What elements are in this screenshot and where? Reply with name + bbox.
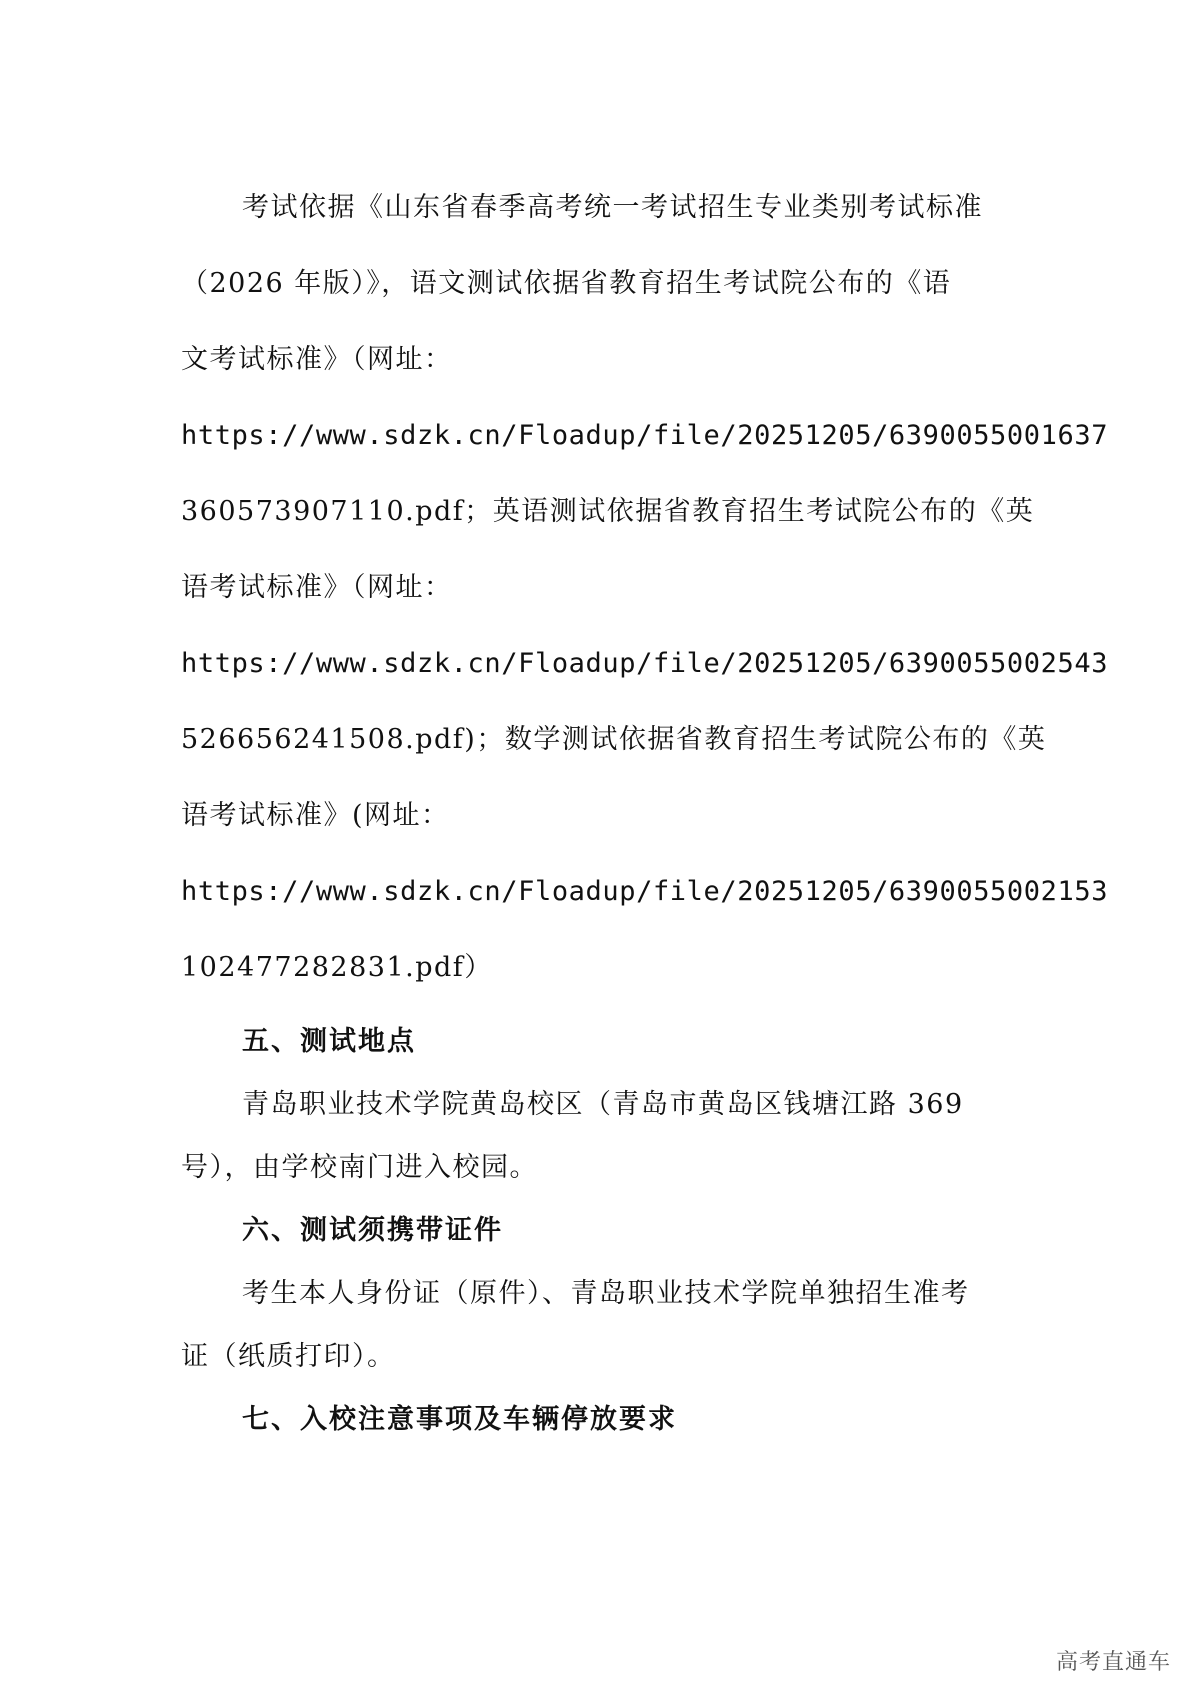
test-location-line-2: 号），由学校南门进入校园。 — [181, 1152, 538, 1183]
math-standard-url-part-1: https://www.sdzk.cn/Floadup/file/20251205/6390055002153 — [181, 876, 1109, 907]
watermark-label: 高考直通车 — [1055, 1650, 1171, 1675]
section-heading-campus-entry-notes: 七、入校注意事项及车辆停放要求 — [242, 1404, 677, 1435]
exam-basis-line-8: 526656241508.pdf)；数学测试依据省教育招生考试院公布的《英 — [181, 724, 1047, 755]
test-location-line-1: 青岛职业技术学院黄岛校区（青岛市黄岛区钱塘江路 369 — [242, 1089, 964, 1120]
section-heading-required-documents: 六、测试须携带证件 — [242, 1215, 503, 1246]
exam-basis-line-5: 360573907110.pdf；英语测试依据省教育招生考试院公布的《英 — [181, 496, 1035, 527]
exam-basis-line-6: 语考试标准》（网址： — [181, 572, 453, 603]
exam-basis-line-2: （2026 年版）》，语文测试依据省教育招生考试院公布的《语 — [181, 268, 952, 299]
section-heading-test-location: 五、测试地点 — [242, 1026, 416, 1057]
required-documents-line-2: 证（纸质打印）。 — [181, 1341, 396, 1372]
exam-basis-line-9: 语考试标准》(网址： — [181, 800, 450, 831]
required-documents-line-1: 考生本人身份证（原件）、青岛职业技术学院单独招生准考 — [242, 1278, 970, 1309]
exam-basis-line-1: 考试依据《山东省春季高考统一考试招生专业类别考试标准 — [242, 192, 983, 223]
chinese-standard-url-part-1: https://www.sdzk.cn/Floadup/file/20251205/6390055001637 — [181, 420, 1109, 451]
english-standard-url-part-1: https://www.sdzk.cn/Floadup/file/20251205/6390055002543 — [181, 648, 1109, 679]
exam-basis-line-3: 文考试标准》（网址： — [181, 344, 453, 375]
exam-basis-line-11: 102477282831.pdf） — [181, 952, 493, 983]
